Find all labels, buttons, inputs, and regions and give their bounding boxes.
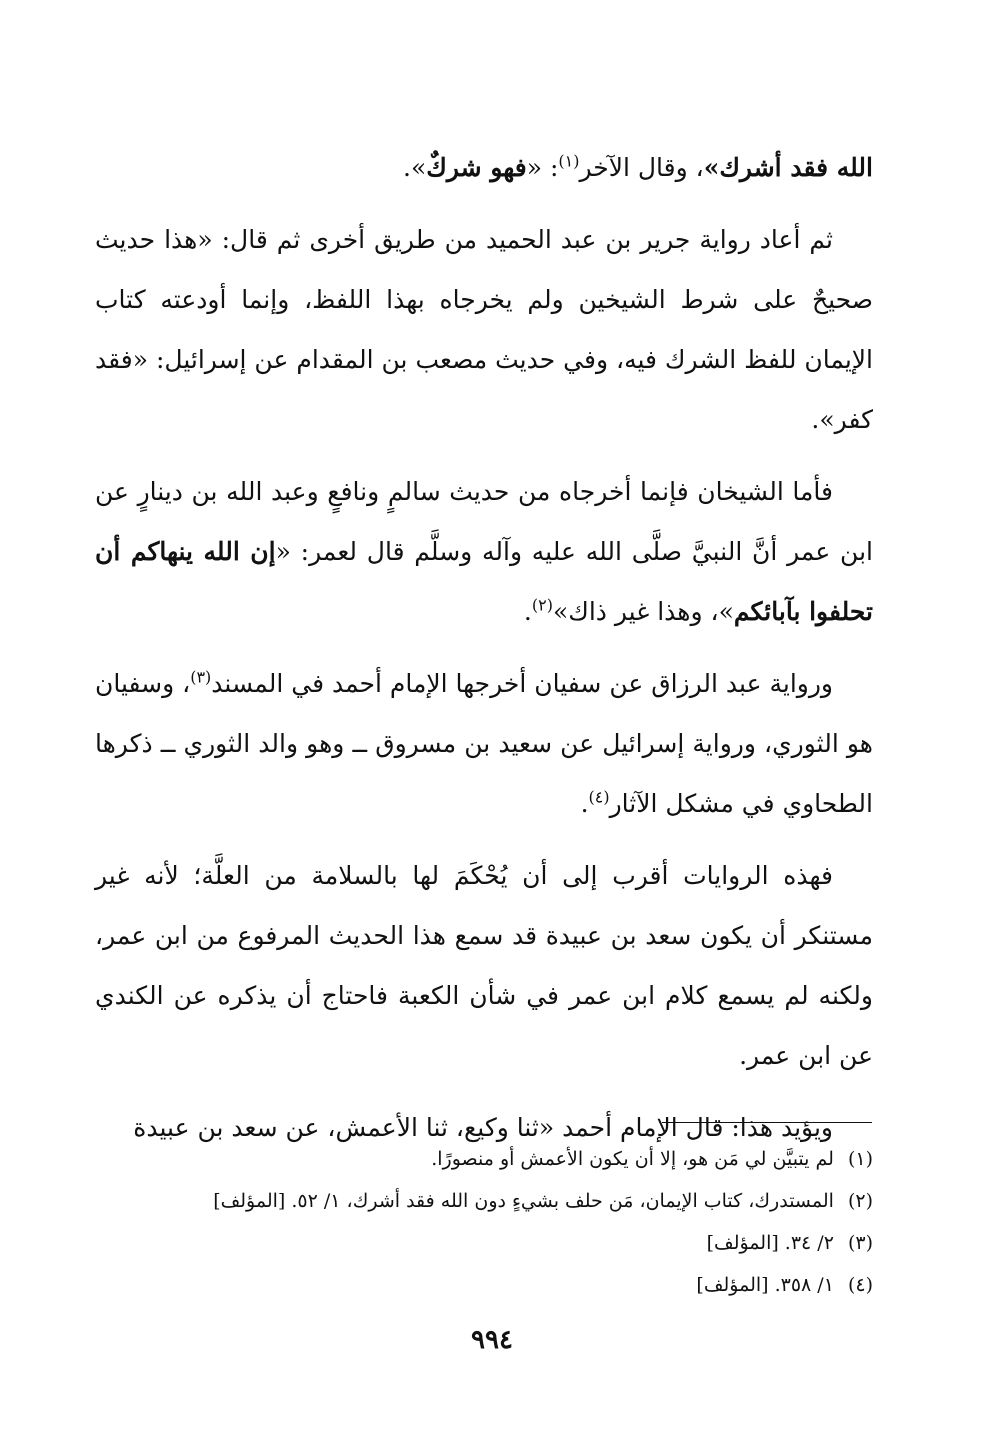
footnote — [105, 1138, 873, 1180]
footnote-number: (١) — [847, 1148, 873, 1170]
text-segment: فأما الشيخان فإنما أخرجاه من حديث سالمٍ ونافعٍ وعبد الله بن دينارٍ عن ابن عمر أنَّ النبيَّ صلَّى الله عليه وآله وسلَّم قال لعمر: « — [95, 477, 873, 566]
footnotes — [105, 1138, 873, 1306]
text-segment: فهذه الروايات أقرب إلى أن يُحْكَمَ لها بالسلامة من العلَّة؛ لأنه غير مستنكر أن يكون سعد بن عبيدة قد سمع هذا الحديث المرفوع من ابن عمر، ولكنه لم يسمع كلام ابن عمر في شأن الكعبة فاحتاج أن يذكره عن الكندي عن ابن عمر. — [95, 861, 873, 1070]
text-segment: : « — [526, 153, 559, 182]
text-segment: ، وقال الآخر — [579, 153, 704, 182]
footnote — [105, 1264, 873, 1306]
text-segment: ، وسفيان هو الثوري، ورواية إسرائيل عن سعيد بن مسروق ــ وهو والد الثوري ــ ذكرها الطحاوي في مشكل الآثار — [95, 669, 873, 818]
paragraph — [95, 138, 873, 198]
footnote-number: (٣) — [847, 1232, 873, 1254]
footnote-text: ١/ ٣٥٨. [المؤلف] — [696, 1274, 834, 1296]
bold-text: إن الله ينهاكم أن تحلفوا بآبائكم — [95, 537, 873, 626]
bold-text: الله فقد أشرك» — [703, 153, 873, 182]
footnote-text: ٢/ ٣٤. [المؤلف] — [706, 1232, 834, 1254]
footnote-reference: (٤) — [588, 787, 610, 807]
footnote-separator — [662, 1122, 872, 1123]
text-segment: ويؤيد هذا: قال الإمام أحمد «ثنا وكيع، ثنا الأعمش، عن سعد بن عبيدة — [133, 1113, 833, 1142]
text-segment: »، وهذا غير ذاك» — [552, 597, 734, 626]
footnote-reference: (١) — [558, 151, 580, 171]
footnote — [105, 1180, 873, 1222]
paragraph — [95, 654, 873, 834]
text-segment: . — [580, 789, 589, 818]
footnote-number: (٢) — [847, 1190, 873, 1212]
footnote-text: لم يتبيَّن لي مَن هو، إلا أن يكون الأعمش أو منصورًا. — [431, 1148, 834, 1170]
bold-text: فهو شركٌ — [426, 153, 527, 182]
text-segment: ورواية عبد الرزاق عن سفيان أخرجها الإمام أحمد في المسند — [211, 669, 833, 698]
page-number: ٩٩٤ — [471, 1325, 513, 1355]
paragraph — [95, 846, 873, 1086]
footnote-reference: (٢) — [531, 595, 553, 615]
text-segment: ثم أعاد رواية جرير بن عبد الحميد من طريق أخرى ثم قال: «هذا حديث صحيحٌ على شرط الشيخين ولم يخرجاه بهذا اللفظ، وإنما أودعته كتاب الإيمان للفظ الشرك فيه، وفي حديث مصعب بن المقدام عن إسرائيل: «فقد كفر». — [95, 225, 873, 434]
text-segment: . — [523, 597, 532, 626]
text-segment: ». — [403, 153, 427, 182]
footnote-reference: (٣) — [190, 667, 212, 687]
footnote — [105, 1222, 873, 1264]
paragraph — [95, 462, 873, 642]
main-text — [95, 138, 873, 1170]
footnote-text: المستدرك، كتاب الإيمان، مَن حلف بشيءٍ دون الله فقد أشرك، ١/ ٥٢. [المؤلف] — [213, 1190, 834, 1212]
footnote-number: (٤) — [847, 1274, 873, 1296]
paragraph — [95, 210, 873, 450]
